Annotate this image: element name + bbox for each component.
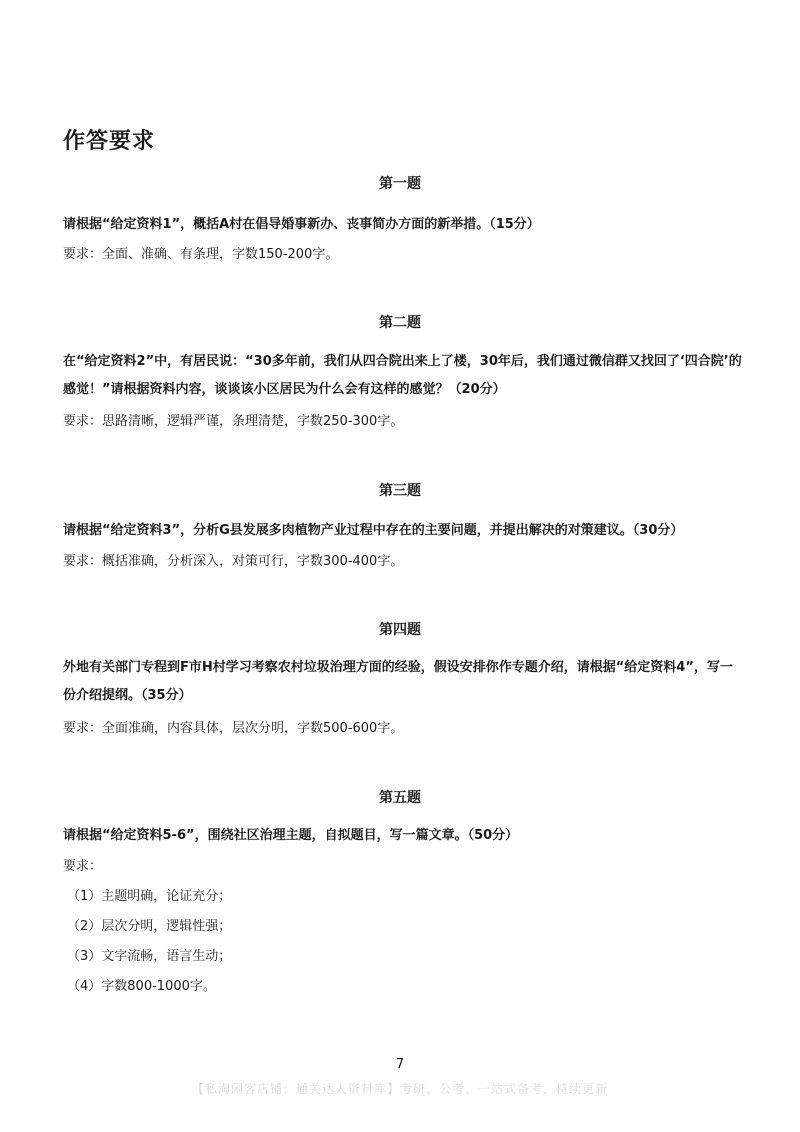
question-heading-2: 第二题 [379, 315, 421, 331]
page-number: 7 [395, 1057, 405, 1072]
question-heading-1: 第一题 [379, 176, 421, 192]
question-heading-4: 第四题 [379, 622, 421, 638]
footer-watermark: 【私淘闲客店铺：通关达人资料库】考研、公考、一站式备考，持续更新 [191, 1082, 608, 1096]
question-heading-3: 第三题 [379, 483, 421, 499]
question-requirement-3: 要求：概括准确，分析深入，对策可行，字数300-400字。 [63, 554, 404, 569]
question-requirement-4: 要求：全面准确，内容具体，层次分明，字数500-600字。 [63, 721, 404, 736]
question-requirement-5: 要求： [63, 859, 103, 874]
question-prompt-3: 请根据“给定资料3”，分析G县发展多肉植物产业过程中存在的主要问题，并提出解决的对策建议。（30分） [63, 523, 684, 538]
question-prompt-1: 请根据“给定资料1”，概括A村在倡导婚事新办、丧事简办方面的新举措。（15分） [63, 217, 540, 232]
requirement-item-2: （2）层次分明，逻辑性强； [67, 919, 232, 934]
question-requirement-1: 要求：全面、准确、有条理，字数150-200字。 [63, 247, 339, 262]
page-title: 作答要求 [63, 129, 156, 154]
requirement-item-3: （3）文字流畅，语言生动； [67, 949, 232, 964]
requirement-item-4: （4）字数800-1000字。 [67, 979, 216, 994]
question-prompt-4: 外地有关部门专程到F市H村学习考察农村垃圾治理方面的经验，假设安排你作专题介绍，请根据“给定资料4”，写一份介绍提纲。（35分） [63, 660, 733, 703]
question-heading-5: 第五题 [379, 790, 421, 806]
question-prompt-5: 请根据“给定资料5-6”，围绕社区治理主题，自拟题目，写一篇文章。（50分） [63, 828, 519, 843]
question-requirement-2: 要求：思路清晰，逻辑严谨，条理清楚，字数250-300字。 [63, 414, 404, 429]
question-prompt-2: 在“给定资料2”中，有居民说：“30多年前，我们从四合院出来上了楼，30年后，我们通过微信群又找回了‘四合院’的感觉！”请根据资料内容，谈谈该小区居民为什么会有这样的感觉？（20分） [63, 354, 742, 397]
requirement-item-1: （1）主题明确，论证充分； [67, 889, 232, 904]
